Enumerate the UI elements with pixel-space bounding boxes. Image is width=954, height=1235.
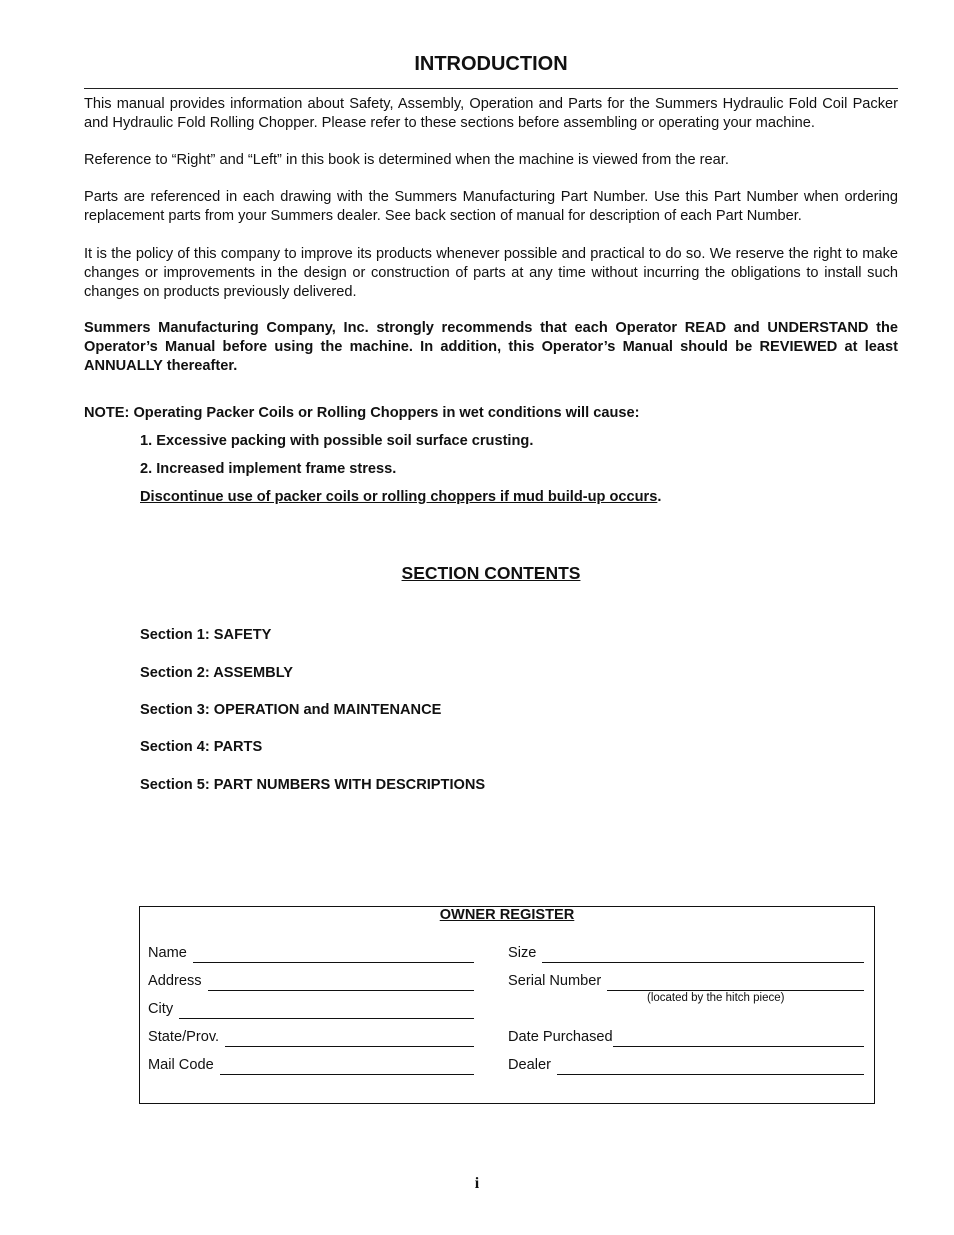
name-line[interactable] [193, 948, 474, 963]
mail-code-label: Mail Code [148, 1057, 214, 1073]
note-warning-text: Discontinue use of packer coils or rolling choppers if mud build-up occurs [140, 489, 658, 505]
size-label: Size [508, 945, 537, 961]
intro-paragraph-3: Parts are referenced in each drawing with the Summers Manufacturing Part Number. Use this Part Number when ordering replacement parts from your Summers dealer. See back section of manual for description of each Part Number. [84, 189, 898, 224]
title-divider [84, 88, 898, 89]
date-purchased-line[interactable] [613, 1032, 864, 1047]
intro-paragraph-2: Reference to “Right” and “Left” in this book is determined when the machine is viewed from the rear. [84, 152, 729, 168]
address-field[interactable] [148, 972, 474, 991]
dealer-line[interactable] [557, 1060, 864, 1075]
operator-manual-recommendation: Summers Manufacturing Company, Inc. strongly recommends that each Operator READ and UNDERSTAND the Operator’s Manual before using the machine. In addition, this Operator’s Manual should be REVIEWED at least ANNUALLY thereafter. [84, 320, 898, 374]
serial-number-field[interactable] [508, 972, 864, 991]
mail-code-line[interactable] [220, 1060, 474, 1075]
intro-paragraph-4: It is the policy of this company to improve its products whenever possible and practical to do so. We reserve the right to make changes or improvements in the design or construction of parts at any time without incurring the obligations to install such changes on products previously delivered. [84, 246, 898, 300]
city-line[interactable] [179, 1004, 474, 1019]
size-line[interactable] [542, 948, 864, 963]
page-title: INTRODUCTION [414, 53, 568, 75]
serial-number-line[interactable] [607, 976, 864, 991]
section-item-safety: Section 1: SAFETY [140, 627, 272, 643]
note-item-2: 2. Increased implement frame stress. [140, 461, 397, 477]
serial-number-label: Serial Number [508, 973, 602, 989]
name-field[interactable] [148, 944, 474, 963]
dealer-field[interactable] [508, 1056, 864, 1075]
city-field[interactable] [148, 1000, 474, 1019]
note-warning-period: . [657, 489, 662, 505]
note-item-1: 1. Excessive packing with possible soil surface crusting. [140, 433, 534, 449]
address-line[interactable] [208, 976, 474, 991]
serial-number-hint: (located by the hitch piece) [647, 992, 785, 1004]
owner-register-title: OWNER REGISTER [439, 907, 575, 923]
address-label: Address [148, 973, 202, 989]
state-line[interactable] [225, 1032, 474, 1047]
section-item-part-numbers: Section 5: PART NUMBERS WITH DESCRIPTIONS [140, 777, 486, 793]
section-item-parts: Section 4: PARTS [140, 739, 263, 755]
city-label: City [148, 1001, 174, 1017]
name-label: Name [148, 945, 187, 961]
date-purchased-field[interactable] [508, 1028, 864, 1047]
owner-register-box [139, 906, 875, 1104]
section-contents-title: SECTION CONTENTS [401, 563, 581, 583]
note-heading: NOTE: Operating Packer Coils or Rolling Choppers in wet conditions will cause: [84, 405, 640, 421]
state-label: State/Prov. [148, 1029, 220, 1045]
intro-paragraph-1: This manual provides information about Safety, Assembly, Operation and Parts for the Summers Hydraulic Fold Coil Packer and Hydraulic Fold Rolling Chopper. Please refer to these sections before assembling or operating your machine. [84, 96, 898, 131]
section-item-assembly: Section 2: ASSEMBLY [140, 665, 293, 681]
size-field[interactable] [508, 944, 864, 963]
note-warning [140, 488, 661, 507]
page-number: i [474, 1175, 480, 1192]
mail-code-field[interactable] [148, 1056, 474, 1075]
dealer-label: Dealer [508, 1057, 551, 1073]
section-item-operation: Section 3: OPERATION and MAINTENANCE [140, 702, 442, 718]
state-field[interactable] [148, 1028, 474, 1047]
date-purchased-label: Date Purchased [508, 1029, 613, 1045]
